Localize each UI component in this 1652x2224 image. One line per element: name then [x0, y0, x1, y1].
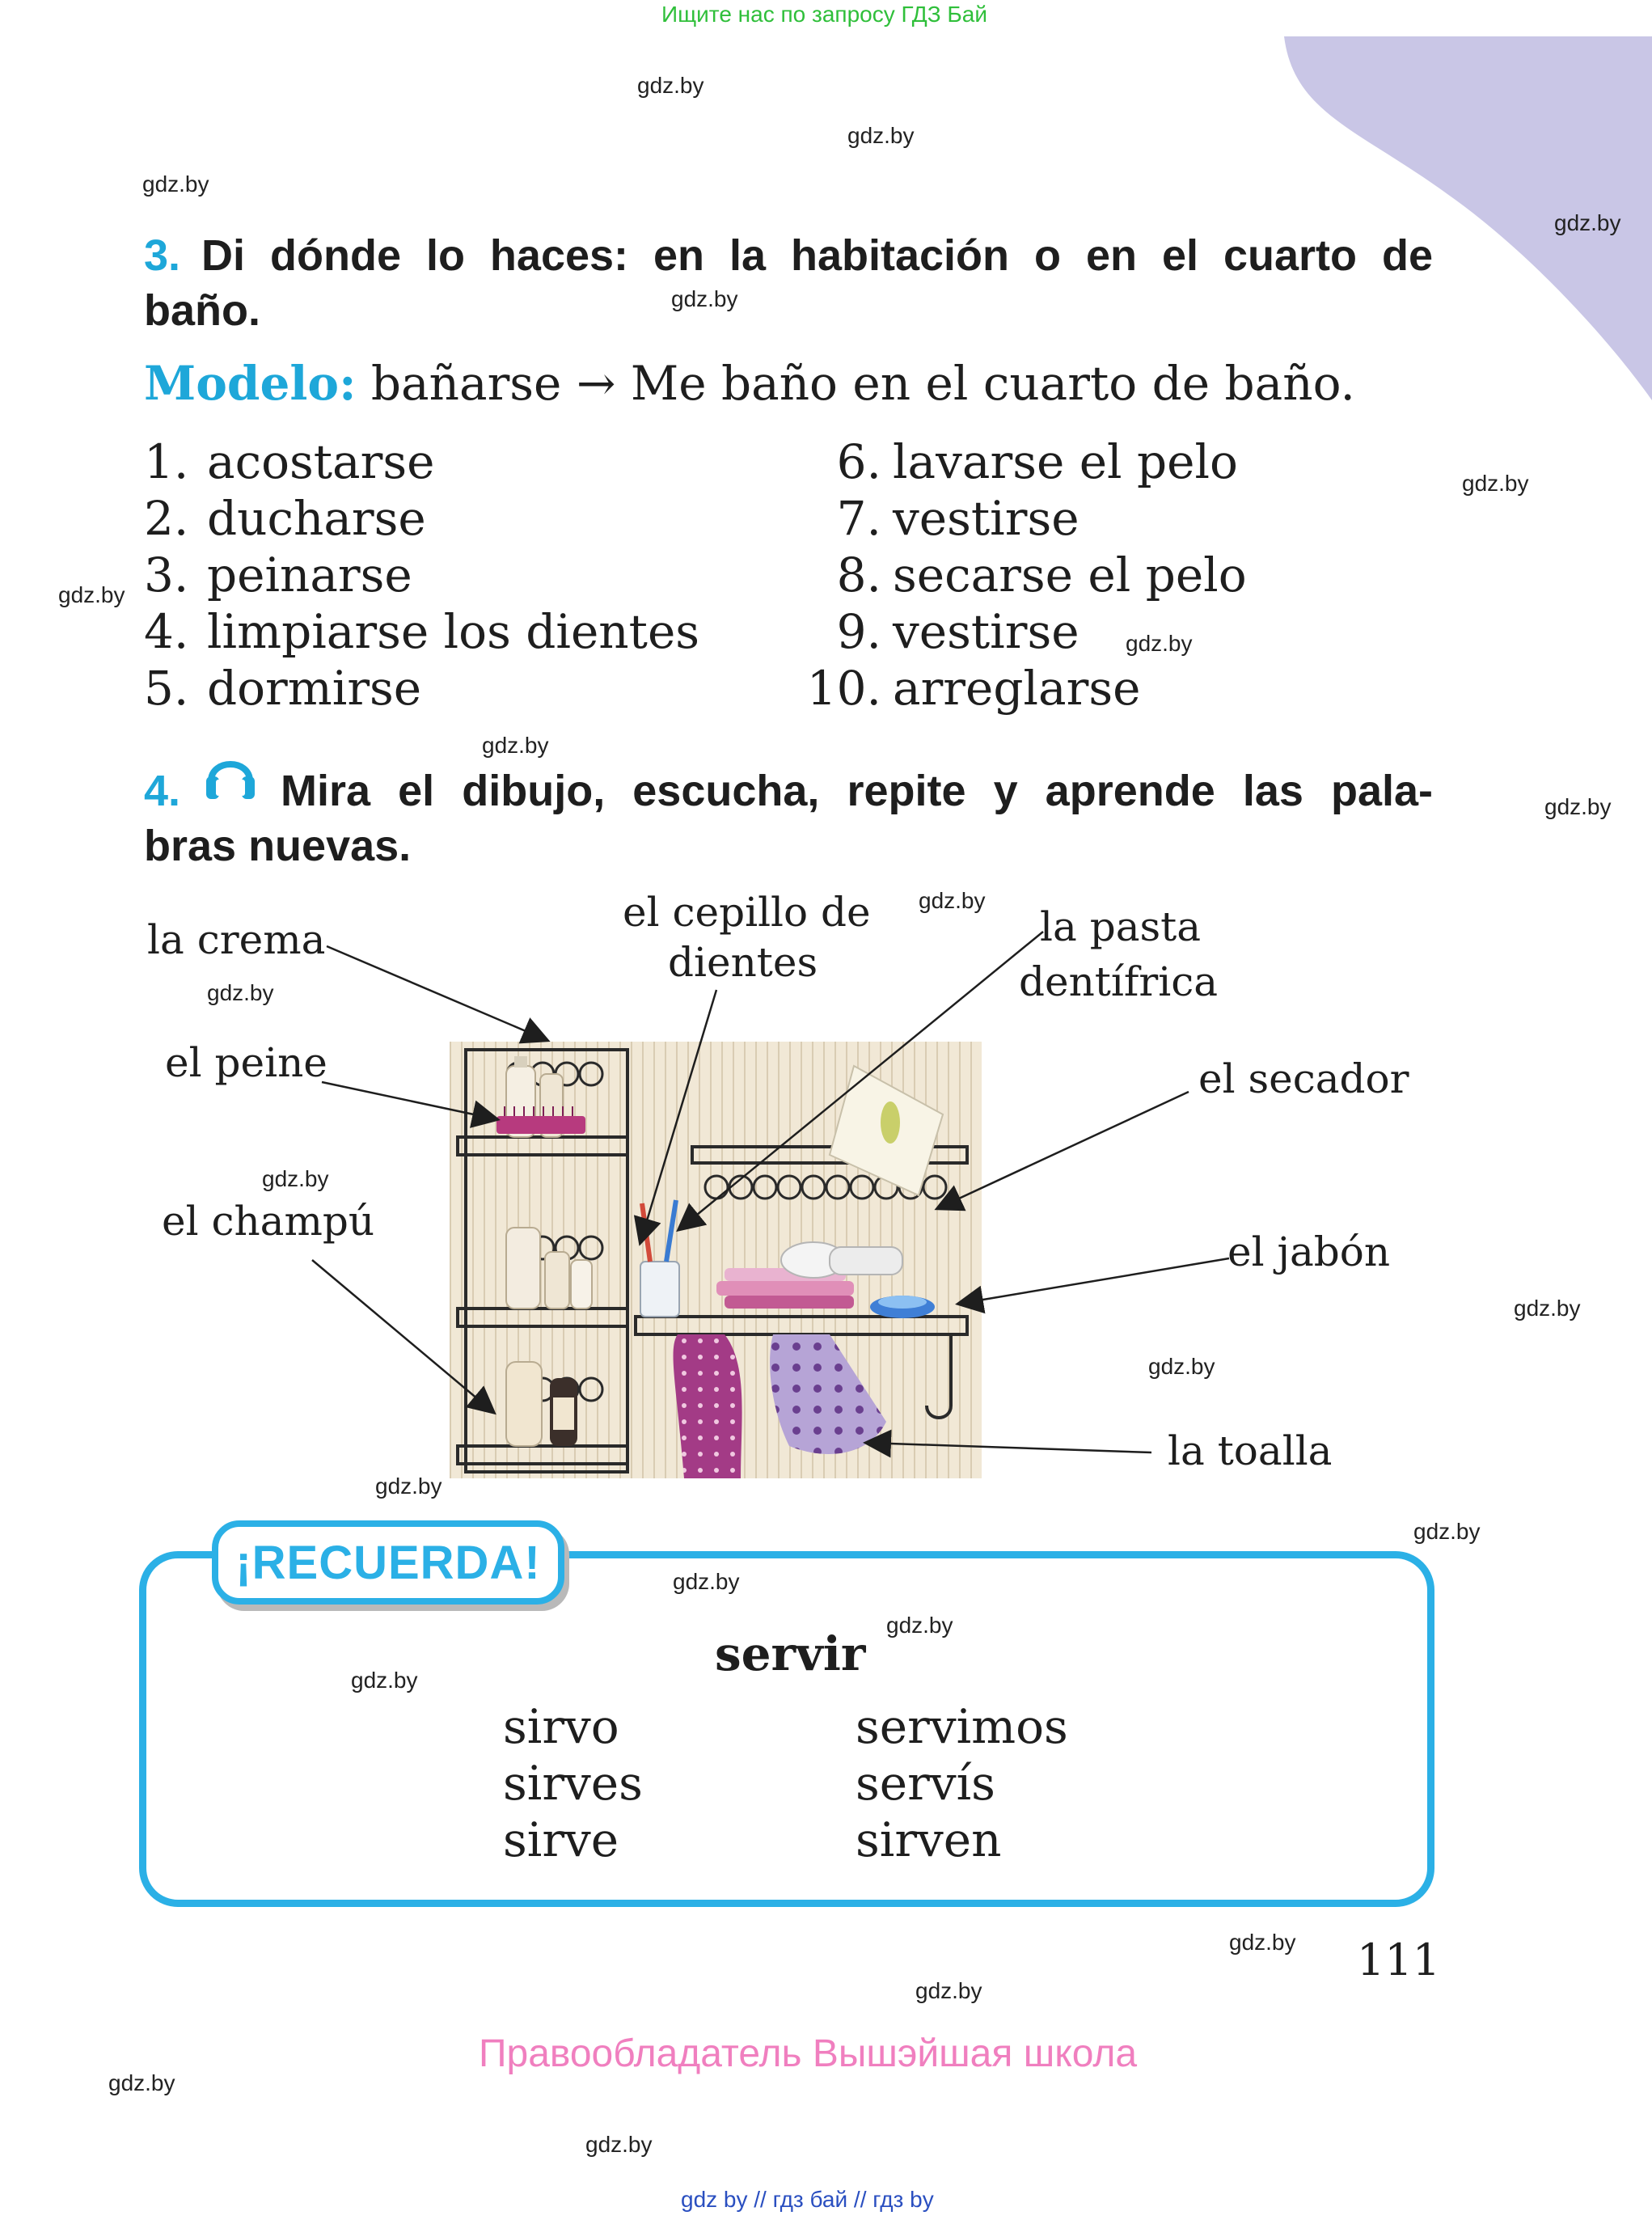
watermark: gdz.by: [351, 1668, 418, 1693]
conjugation-left: [503, 1698, 643, 1868]
watermark: gdz.by: [1554, 210, 1621, 235]
watermark: gdz.by: [671, 286, 738, 311]
list-item: 2. ducharse: [144, 491, 426, 546]
watermark: gdz.by: [919, 888, 986, 913]
conjugation-right: [856, 1698, 1068, 1868]
watermark: gdz.by: [637, 73, 704, 98]
label-secador: el secador: [1198, 1055, 1409, 1102]
exercise4-instruction-line1: Mira el dibujo, escucha, repite y aprende las pala-: [281, 767, 1433, 815]
watermark: gdz.by: [1514, 1296, 1581, 1321]
list-item: 6. lavarse el pelo: [836, 434, 1238, 489]
list-item: 5. dormirse: [144, 661, 422, 716]
watermark: gdz.by: [262, 1166, 329, 1191]
watermark: gdz.by: [207, 980, 274, 1005]
list-item: 1. acostarse: [144, 434, 435, 489]
copyright-owner: Правообладатель Вышэйшая школа: [479, 2032, 1138, 2075]
watermark: gdz.by: [1544, 794, 1612, 819]
conjugation-form: sirvo: [503, 1699, 619, 1754]
watermark: gdz.by: [585, 2132, 653, 2157]
watermark: gdz.by: [847, 123, 915, 148]
model-label: Modelo:: [144, 356, 357, 411]
exercise4-instruction-line2: bras nuevas.: [144, 822, 412, 870]
watermark: gdz.by: [108, 2070, 175, 2095]
exercise3-instruction-line1: Di dónde lo haces: en la habitación o en el cuarto de: [201, 231, 1433, 280]
watermark: gdz.by: [58, 582, 125, 607]
watermark: gdz.by: [482, 733, 549, 758]
label-champu: el champú: [162, 1198, 375, 1245]
recuerda-box: [139, 1551, 1434, 1907]
list-item: 10. arreglarse: [806, 661, 1141, 716]
watermark: gdz.by: [1229, 1930, 1296, 1955]
conjugation-form: sirve: [503, 1812, 619, 1867]
exercise3-number: 3.: [144, 231, 181, 280]
label-peine: el peine: [165, 1039, 327, 1086]
list-item: 4. limpiarse los dientes: [144, 604, 700, 659]
top-banner[interactable]: Ищите нас по запросу ГДЗ Бай: [661, 2, 988, 27]
list-item: 8. secarse el pelo: [836, 548, 1247, 603]
label-cepillo-line1: el cepillo de: [623, 889, 871, 936]
conjugation-form: sirven: [856, 1812, 1002, 1867]
conjugation-form: sirves: [503, 1756, 643, 1811]
conjugation-form: servimos: [856, 1699, 1068, 1754]
label-cepillo-line2: dientes: [668, 939, 818, 986]
label-pasta-line1: la pasta: [1040, 903, 1202, 950]
label-jabon: el jabón: [1227, 1228, 1391, 1275]
watermark: gdz.by: [1126, 631, 1193, 656]
watermark: gdz.by: [1148, 1354, 1215, 1379]
label-toalla: la toalla: [1168, 1427, 1333, 1474]
watermark: gdz.by: [1413, 1519, 1481, 1544]
model-text: bañarse → Me baño en el cuarto de baño.: [370, 356, 1355, 411]
bottom-links[interactable]: gdz by // гдз бай // гдз by: [681, 2187, 934, 2212]
conjugation-verb: servir: [715, 1626, 866, 1681]
recuerda-tag: ¡RECUERDA!: [212, 1520, 564, 1605]
watermark: gdz.by: [673, 1569, 740, 1594]
page-number: 111: [1357, 1934, 1441, 1985]
exercise3-instruction-line2: baño.: [144, 286, 260, 335]
label-pasta-line2: dentífrica: [1019, 958, 1219, 1005]
watermark: gdz.by: [375, 1474, 442, 1499]
list-item: 7. vestirse: [836, 491, 1080, 546]
watermark: gdz.by: [886, 1613, 953, 1638]
list-item: 3. peinarse: [144, 548, 412, 603]
list-item: 9. vestirse: [836, 604, 1080, 659]
watermark: gdz.by: [142, 171, 209, 197]
label-crema: la crema: [147, 916, 326, 963]
conjugation-form: servís: [856, 1756, 995, 1811]
exercise4-number: 4.: [144, 767, 181, 815]
watermark: gdz.by: [915, 1978, 982, 2003]
watermark: gdz.by: [1462, 471, 1529, 496]
